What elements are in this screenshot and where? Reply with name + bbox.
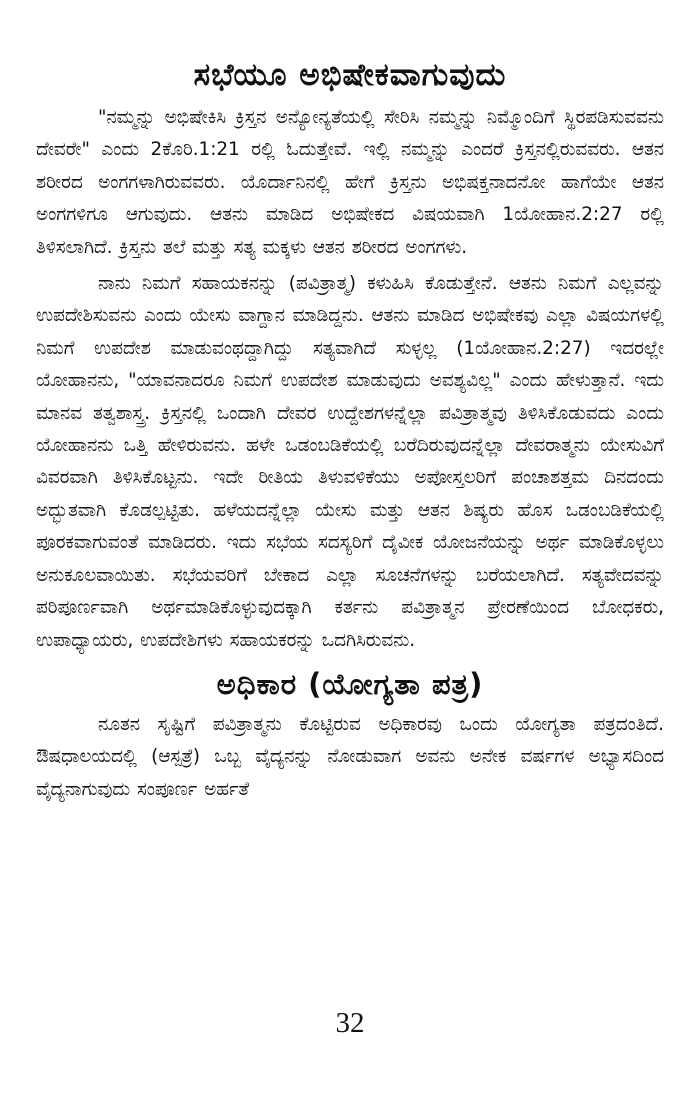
paragraph: ನೂತನ ಸೃಷ್ಟಿಗೆ ಪವಿತ್ರಾತ್ಮನು ಕೊಟ್ಟಿರುವ ಅಧಿಕಾರವು ಒಂದು ಯೋಗ್ಯತಾ ಪತ್ರದಂತಿದೆ. ಔಷಧಾಲಯದಲ್ಲಿ (ಆಸ್ಪತ್ರೆ) ಒಬ್ಬ ವೈದ್ಯನನ್ನು ನೋಡುವಾಗ ಅವನು ಅನೇಕ ವರ್ಷಗಳ ಅಭ್ಯಾಸದಿಂದ ವೈದ್ಯನಾಗುವುದು ಸಂಪೂರ್ಣ ಅರ್ಹತೆ	[36, 713, 664, 800]
section-heading-anointing: ಸಭೆಯೂ ಅಭಿಷೇಕವಾಗುವುದು	[193, 57, 507, 93]
paragraph: ನಾನು ನಿಮಗೆ ಸಹಾಯಕನನ್ನು (ಪವಿತ್ರಾತ್ಮ) ಕಳುಹಿಸಿ ಕೊಡುತ್ತೇನೆ. ಆತನು ನಿಮಗೆ ಎಲ್ಲವನ್ನು ಉಪದೇಶಿಸುವನು ಎಂದು ಯೇಸು ವಾಗ್ದಾನ ಮಾಡಿದ್ದನು. ಆತನು ಮಾಡಿದ ಅಭಿಷೇಕವು ಎಲ್ಲಾ ವಿಷಯಗಳಲ್ಲಿ ನಿಮಗೆ ಉಪದೇಶ ಮಾಡುವಂಥದ್ದಾಗಿದ್ದು ಸತ್ಯವಾಗಿದೆ ಸುಳ್ಳಲ್ಲ (1ಯೋಹಾನ.2:27) ಇದರಲ್ಲೇ ಯೋಹಾನನು, "ಯಾವನಾದರೂ ನಿಮಗೆ ಉಪದೇಶ ಮಾಡುವುದು ಅವಶ್ಯವಿಲ್ಲ" ಎಂದು ಹೇಳುತ್ತಾನೆ. ಇದು ಮಾನವ ತತ್ವಶಾಸ್ತ್ರ. ಕ್ರಿಸ್ತನಲ್ಲಿ ಒಂದಾಗಿ ದೇವರ ಉದ್ದೇಶಗಳನ್ನೆಲ್ಲಾ ಪವಿತ್ರಾತ್ಮವು ತಿಳಿಸಿಕೊಡುವದು ಎಂದು ಯೋಹಾನನು ಒತ್ತಿ ಹೇಳಿರುವನು. ಹಳೇ ಒಡಂಬಡಿಕೆಯಲ್ಲಿ ಬರೆದಿರುವುದನ್ನೆಲ್ಲಾ ದೇವರಾತ್ಮನು ಯೇಸುವಿಗೆ ವಿವರವಾಗಿ ತಿಳಿಸಿಕೊಟ್ಟನು. ಇದೇ ರೀತಿಯ ತಿಳುವಳಿಕೆಯು ಅಪೋಸ್ತಲರಿಗೆ ಪಂಚಾಶತ್ತಮ ದಿನದಂದು ಅದ್ಭುತವಾಗಿ ಕೊಡಲ್ಪಟ್ಟಿತು. ಹಳೆಯದನ್ನೆಲ್ಲಾ ಯೇಸು ಮತ್ತು ಆತನ ಶಿಷ್ಯರು ಹೊಸ ಒಡಂಬಡಿಕೆಯಲ್ಲಿ ಪೂರಕವಾಗುವಂತೆ ಮಾಡಿದರು. ಇದು ಸಭೆಯ ಸದಸ್ಯರಿಗೆ ದೈವೀಕ ಯೋಜನೆಯನ್ನು ಅರ್ಥ ಮಾಡಿಕೊಳ್ಳಲು ಅನುಕೂಲವಾಯಿತು. ಸಭೆಯವರಿಗೆ ಬೇಕಾದ ಎಲ್ಲಾ ಸೂಚನೆಗಳನ್ನು ಬರೆಯಲಾಗಿದೆ. ಸತ್ಯವೇದವನ್ನು ಪರಿಪೂರ್ಣವಾಗಿ ಅರ್ಥಮಾಡಿಕೊಳ್ಳುವುದಕ್ಕಾಗಿ ಕರ್ತನು ಪವಿತ್ರಾತ್ಮನ ಪ್ರೇರಣೆಯಿಂದ ಬೋಧಕರು, ಉಪಾಧ್ಯಾಯರು, ಉಪದೇಶಿಗಳು ಸಹಾಯಕರನ್ನು ಒದಗಿಸಿರುವನು.	[36, 273, 664, 651]
paragraph: "ನಮ್ಮನ್ನು ಅಭಿಷೇಕಿಸಿ ಕ್ರಿಸ್ತನ ಅನ್ಯೋನ್ಯತೆಯಲ್ಲಿ ಸೇರಿಸಿ ನಮ್ಮನ್ನು ನಿಮ್ಮೊಂದಿಗೆ ಸ್ಥಿರಪಡಿಸುವವನು ದೇವರೇ" ಎಂದು 2ಕೊರಿ.1:21 ರಲ್ಲಿ ಓದುತ್ತೇವೆ. ಇಲ್ಲಿ ನಮ್ಮನ್ನು ಎಂದರೆ ಕ್ರಿಸ್ತನಲ್ಲಿರುವವರು. ಆತನ ಶರೀರದ ಅಂಗಗಳಾಗಿರುವವರು. ಯೊರ್ದಾನಿನಲ್ಲಿ ಹೇಗೆ ಕ್ರಿಸ್ತನು ಅಭಿಷಕ್ತನಾದನೋ ಹಾಗೆಯೇ ಆತನ ಅಂಗಗಳಿಗೂ ಆಗುವುದು. ಆತನು ಮಾಡಿದ ಅಭಿಷೇಕದ ವಿಷಯವಾಗಿ 1ಯೋಹಾನ.2:27 ರಲ್ಲಿ ತಿಳಿಸಲಾಗಿದೆ. ಕ್ರಿಸ್ತನು ತಲೆ ಮತ್ತು ಸತ್ಯ ಮಕ್ಕಳು ಆತನ ಶರೀರದ ಅಂಗಗಳು.	[36, 107, 664, 258]
section-heading-authority: ಅಧಿಕಾರ (ಯೋಗ್ಯತಾ ಪತ್ರ)	[216, 666, 484, 701]
page-number: 32	[335, 1007, 365, 1039]
